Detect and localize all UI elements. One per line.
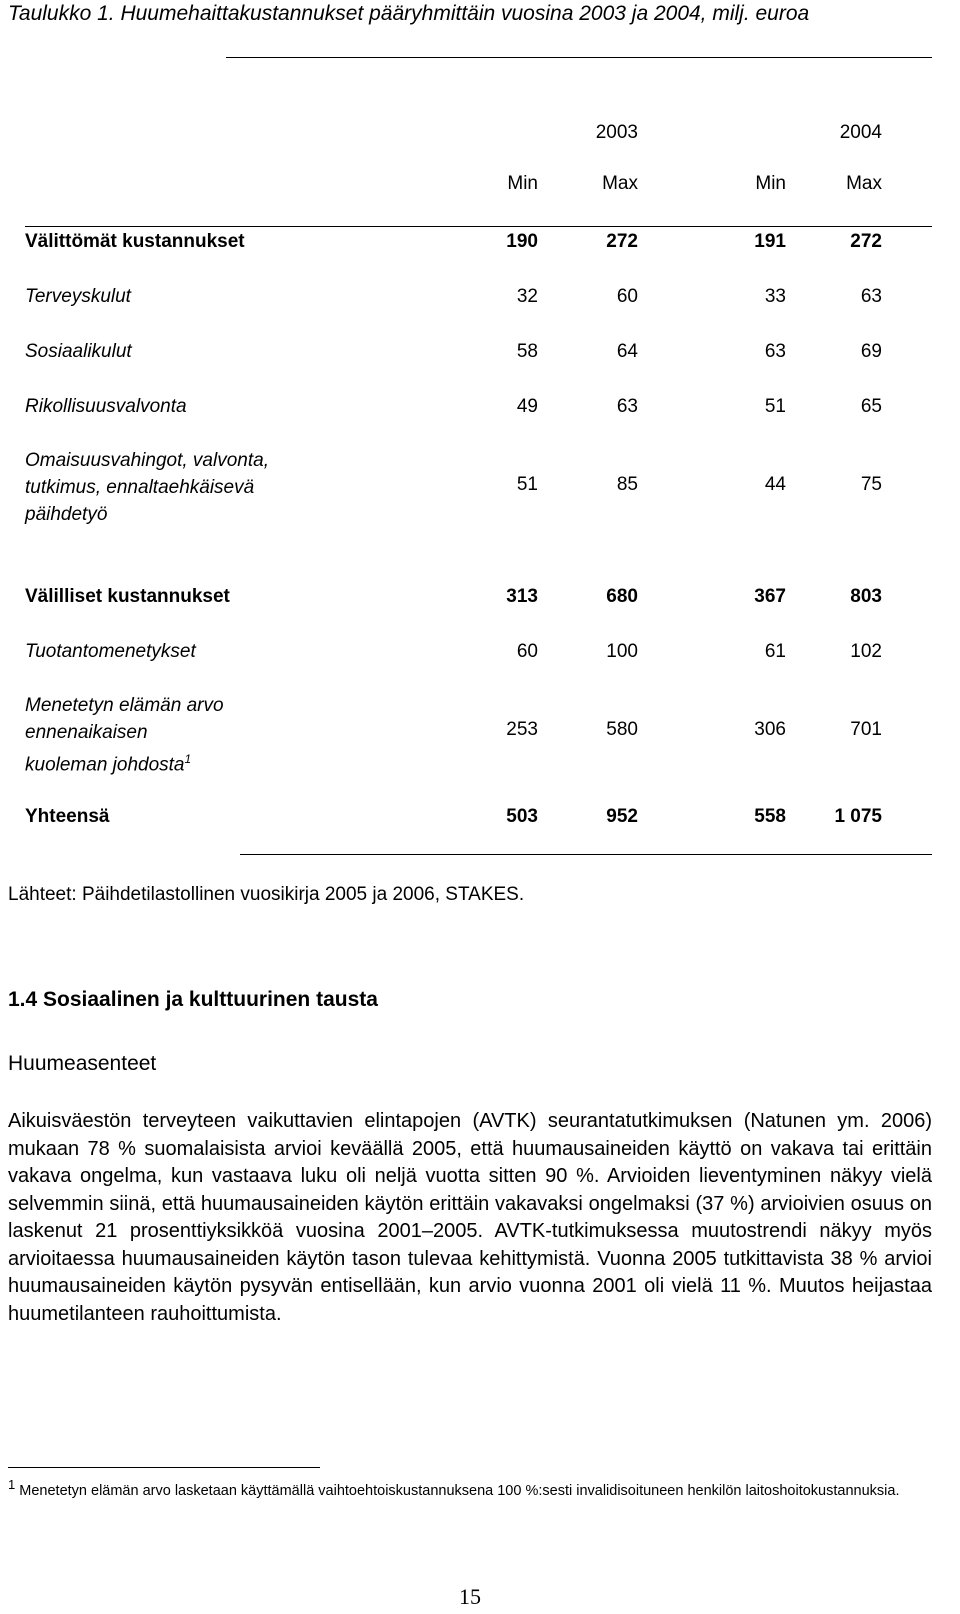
table-cell: 803	[850, 586, 882, 607]
table-cell: 60	[516, 641, 538, 662]
table-source: Lähteet: Päihdetilastollinen vuosikirja 2005 ja 2006, STAKES.	[8, 884, 525, 905]
table-top-rule	[226, 57, 932, 58]
col-header-2003-min: Min	[507, 173, 538, 194]
label-line: ennenaikaisen	[25, 722, 148, 743]
table-cell: 701	[850, 719, 882, 740]
label-line: kuoleman johdosta	[25, 754, 185, 776]
table-cell: 51	[516, 474, 538, 495]
table-cell: 85	[616, 474, 638, 495]
row-label-social-costs: Sosiaalikulut	[25, 341, 132, 362]
table-cell: 51	[764, 396, 786, 417]
table-cell: 60	[616, 286, 638, 307]
table-bottom-rule	[240, 854, 932, 855]
footnote-ref: 1	[184, 752, 192, 766]
row-label-total: Yhteensä	[25, 806, 110, 827]
section-heading: 1.4 Sosiaalinen ja kulttuurinen tausta	[8, 988, 378, 1011]
table-cell: 32	[516, 286, 538, 307]
body-paragraph: Aikuisväestön terveyteen vaikuttavien elintapojen (AVTK) seurantatutkimuksen (Natunen ym. 2006) mukaan 78 % suomalaisista arvioi keväällä 2005, että huumausaineiden käyttö on vakava tai erittäin vakava ongelma, kun vastaava luku oli neljä vuotta sitten 90 %. Arvioiden lieventyminen näkyy vielä selvemmin siinä, että huumausaineiden käytön erittäin vakavaksi ongelmaksi (37 %) arvioivien osuus on laskenut 21 prosenttiyksikköä vuosina 2001–2005. AVTK-tutkimuksessa muutostrendi näkyy myös arvioitaessa huumausaineiden käytön tason tulevaa kehittymistä. Vuonna 2005 tutkittavista 38 % arvioi huumausaineiden käytön pysyvän entisellään, kun arvio vuonna 2001 oli vielä 11 %. Muutos heijastaa huumetilanteen rauhoittumista.	[8, 1110, 932, 1325]
table-cell: 306	[754, 719, 786, 740]
table-cell: 580	[606, 719, 638, 740]
table-cell: 272	[850, 231, 882, 252]
table-cell: 63	[860, 286, 882, 307]
table-cell: 680	[606, 586, 638, 607]
table-caption: Taulukko 1. Huumehaittakustannukset pääryhmittäin vuosina 2003 ja 2004, milj. euroa	[8, 2, 810, 25]
table-cell: 503	[506, 806, 538, 827]
table-cell: 69	[860, 341, 882, 362]
table-cell: 64	[616, 341, 638, 362]
row-label-lost-life-value	[25, 692, 224, 778]
table-cell: 49	[516, 396, 538, 417]
table-cell: 63	[764, 341, 786, 362]
row-label-direct-costs: Välittömät kustannukset	[25, 231, 245, 252]
label-line: Menetetyn elämän arvo	[25, 695, 224, 716]
table-cell: 191	[754, 231, 786, 252]
table-cell: 313	[506, 586, 538, 607]
footnote-marker: 1	[8, 1477, 16, 1492]
label-line: tutkimus, ennaltaehkäisevä	[25, 477, 255, 498]
header-rule	[25, 226, 932, 227]
table-cell: 100	[606, 641, 638, 662]
row-label-production-losses: Tuotantomenetykset	[25, 641, 196, 662]
row-label-indirect-costs: Välilliset kustannukset	[25, 586, 230, 607]
table-cell: 61	[764, 641, 786, 662]
year-2003-header: 2003	[595, 122, 638, 143]
row-label-property-damage	[25, 447, 269, 528]
subsection-heading: Huumeasenteet	[8, 1052, 157, 1075]
table-cell: 952	[606, 806, 638, 827]
col-header-2003-max: Max	[602, 173, 638, 194]
page-number: 15	[459, 1584, 481, 1609]
col-header-2004-min: Min	[755, 173, 786, 194]
table-cell: 65	[860, 396, 882, 417]
table-cell: 272	[606, 231, 638, 252]
table-cell: 102	[850, 641, 882, 662]
label-line: Omaisuusvahingot, valvonta,	[25, 450, 269, 471]
table-cell: 253	[506, 719, 538, 740]
table-cell: 44	[764, 474, 786, 495]
table-cell: 63	[616, 396, 638, 417]
table-cell: 58	[516, 341, 538, 362]
year-2004-header: 2004	[839, 122, 882, 143]
table-cell: 190	[506, 231, 538, 252]
footnote-separator	[8, 1467, 320, 1468]
row-label-health-costs: Terveyskulut	[25, 286, 131, 307]
table-cell: 367	[754, 586, 786, 607]
label-line: päihdetyö	[25, 504, 108, 525]
col-header-2004-max: Max	[846, 173, 882, 194]
table-cell: 1 075	[834, 806, 882, 827]
footnote-text: Menetetyn elämän arvo lasketaan käyttämällä vaihtoehtoiskustannuksena 100 %:sesti invalidisoituneen henkilön laitoshoitokustannuksia.	[19, 1482, 900, 1499]
table-cell: 75	[860, 474, 882, 495]
footnote	[8, 1474, 908, 1502]
table-cell: 558	[754, 806, 786, 827]
row-label-crime-control: Rikollisuusvalvonta	[25, 396, 187, 417]
table-cell: 33	[764, 286, 786, 307]
